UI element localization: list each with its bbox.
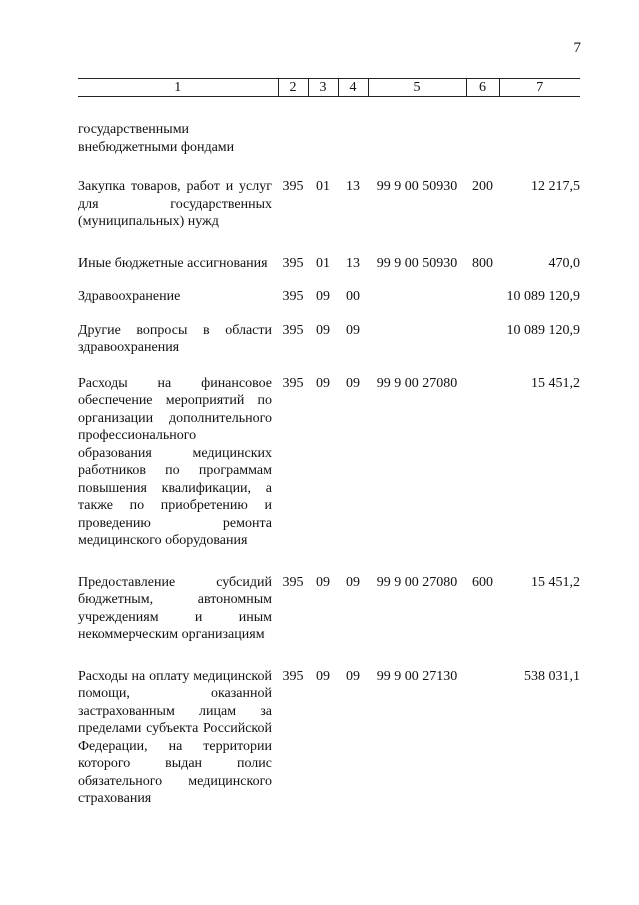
table-body [78, 97, 580, 808]
row-spacer-cell [78, 357, 580, 375]
row-gr-code [278, 121, 308, 156]
header-col-6: 6 [466, 79, 499, 97]
header-row [78, 79, 580, 97]
row-name: Другие вопросы в области здравоохранения [78, 322, 272, 355]
row-vr-code [466, 375, 499, 550]
row-rz-code: 09 [316, 375, 330, 391]
row-csr-code: 99 9 00 50930 [376, 255, 458, 271]
page-number: 7 [573, 40, 581, 56]
row-amount [499, 121, 580, 156]
header-col-7: 7 [499, 79, 580, 97]
row-spacer-cell [78, 550, 580, 574]
row-name: Расходы на финансовое обеспечение мероприятий по организации дополнительного профессионального образования медицинских работников по программам повышения квалификации, а также по приобретению и проведению ремонта медицинского оборудования [78, 375, 272, 548]
row-spacer-cell [78, 156, 580, 178]
row-rz-code: 09 [316, 322, 330, 338]
row-amount: 15 451,2 [531, 574, 580, 590]
table-row [78, 322, 580, 357]
row-csr-code: 99 9 00 50930 [376, 179, 458, 194]
header-col-1: 1 [78, 79, 278, 97]
row-csr-code [368, 288, 466, 306]
row-rz-code: 09 [316, 289, 330, 304]
row-csr-code: 99 9 00 27080 [376, 574, 458, 590]
row-spacer-cell [78, 272, 580, 288]
budget-table [78, 78, 580, 808]
row-gr-code: 395 [282, 289, 304, 304]
row-amount: 12 217,5 [531, 179, 580, 194]
row-name: Здравоохранение [78, 289, 181, 304]
row-rz-code: 09 [316, 668, 330, 684]
row-vr-code [466, 288, 499, 306]
row-vr-code: 800 [472, 255, 493, 271]
row-csr-code: 99 9 00 27130 [376, 668, 458, 684]
table-row [78, 288, 580, 306]
row-gr-code: 395 [282, 574, 304, 590]
row-pr-code: 09 [346, 375, 360, 391]
row-name: государственными внебюджетными фондами [78, 122, 235, 155]
row-amount: 15 451,2 [531, 375, 580, 391]
row-spacer [78, 550, 580, 574]
row-spacer-cell [78, 644, 580, 668]
row-pr-code [338, 121, 368, 156]
row-pr-code: 13 [346, 179, 360, 194]
table-header [78, 79, 580, 97]
row-spacer [78, 306, 580, 322]
row-vr-code: 600 [472, 574, 493, 590]
row-name: Иные бюджетные ассигнования [78, 255, 268, 271]
row-pr-code: 00 [346, 289, 360, 304]
header-col-2: 2 [278, 79, 308, 97]
table-row [78, 255, 580, 273]
row-name: Закупка товаров, работ и услуг для государственных (муниципальных) нужд [78, 179, 272, 229]
header-col-3: 3 [308, 79, 338, 97]
row-csr-code [368, 322, 466, 357]
row-spacer [78, 97, 580, 122]
row-rz-code: 09 [316, 574, 330, 590]
row-pr-code: 09 [346, 668, 360, 684]
row-vr-code: 200 [472, 179, 493, 194]
table-row [78, 574, 580, 644]
row-spacer [78, 357, 580, 375]
row-gr-code: 395 [282, 255, 304, 271]
row-pr-code: 13 [346, 255, 360, 271]
row-gr-code: 395 [282, 375, 304, 391]
row-amount: 10 089 120,9 [506, 322, 580, 338]
table-row [78, 121, 580, 156]
row-spacer-cell [78, 97, 580, 122]
row-rz-code: 01 [316, 179, 330, 194]
row-gr-code: 395 [282, 322, 304, 338]
row-spacer-cell [78, 306, 580, 322]
header-col-4: 4 [338, 79, 368, 97]
row-vr-code [466, 121, 499, 156]
header-col-5: 5 [368, 79, 466, 97]
row-vr-code [466, 668, 499, 808]
row-spacer [78, 231, 580, 255]
row-rz-code: 01 [316, 255, 330, 271]
row-rz-code [308, 121, 338, 156]
row-pr-code: 09 [346, 322, 360, 338]
row-csr-code: 99 9 00 27080 [376, 375, 458, 391]
row-amount: 538 031,1 [524, 668, 580, 684]
row-spacer [78, 156, 580, 178]
row-name: Предоставление субсидий бюджетным, автономным учреждениям и иным некоммерческим организациям [78, 574, 272, 642]
row-amount: 10 089 120,9 [506, 289, 580, 304]
row-gr-code: 395 [282, 179, 304, 194]
table-row [78, 178, 580, 231]
row-spacer [78, 644, 580, 668]
row-gr-code: 395 [282, 668, 304, 684]
row-name: Расходы на оплату медицинской помощи, оказанной застрахованным лицам за пределами субъекта Российской Федерации, на территории которого выдан полис обязательного медицинского страхования [78, 668, 272, 806]
row-amount: 470,0 [548, 255, 580, 271]
row-spacer-cell [78, 231, 580, 255]
row-vr-code [466, 322, 499, 357]
table-row [78, 668, 580, 808]
table-row [78, 375, 580, 550]
row-csr-code [368, 121, 466, 156]
row-pr-code: 09 [346, 574, 360, 590]
row-spacer [78, 272, 580, 288]
